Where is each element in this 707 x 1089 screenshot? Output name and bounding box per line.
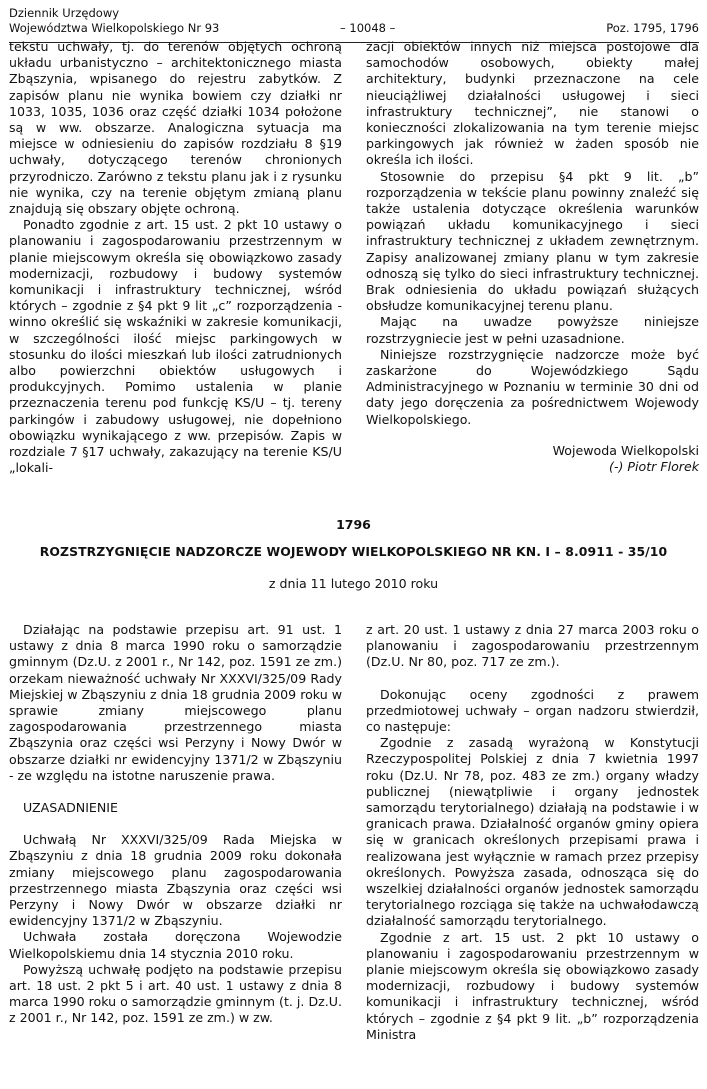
paragraph: Powyższą uchwałę podjęto na podstawie przepisu art. 18 ust. 2 pkt 5 i art. 40 ust. 1 ustawy z dnia 8 marca 1990 roku o samorządzie gminnym (t. j. Dz.U. z 2001 r., Nr 142, poz. 1591 ze zm.) w zw. <box>9 961 342 1026</box>
page-header <box>9 4 699 43</box>
paragraph: Stosownie do przepisu §4 pkt 9 lit. „b” rozporządzenia w tekście planu powinny znaleźć się także ustalenia dotyczące określenia warunków powiązań układu komunikacyjnego i sieci infrastruktury technicznej z układem zewnętrznym. Zapisy analizowanej zmiany planu w tym zakresie odnoszą się tylko do sieci infrastruktury technicznej. Brak odniesienia do układu powiązań służących obsłudze komunikacyjnej terenu planu. <box>366 168 699 314</box>
journal-issue: Województwa Wielkopolskiego Nr 93 <box>9 21 220 35</box>
paragraph: Niniejsze rozstrzygnięcie nadzorcze może być zaskarżone do Wojewódzkiego Sądu Administracyjnego w Poznaniu w terminie 30 dni od daty jego doręczenia za pośrednictwem Wojewody Wielkopolskiego. <box>366 346 699 427</box>
document-title: ROZSTRZYGNIĘCIE NADZORCZE WOJEWODY WIELKOPOLSKIEGO NR KN. I – 8.0911 - 35/10 <box>39 544 668 559</box>
item-number: 1796 <box>336 517 371 532</box>
document-date: z dnia 11 lutego 2010 roku <box>268 576 439 591</box>
page-number: – 10048 – <box>340 21 396 35</box>
paragraph: Ponadto zgodnie z art. 15 ust. 2 pkt 10 ustawy o planowaniu i zagospodarowaniu przestrzennym w planie miejscowym określa się obowiązkowo zasady modernizacji, rozbudowy i budowy systemów komunikacji i infrastruktury technicznej, wśród których – zgodnie z §4 pkt 9 lit „c” rozporządzenia - winno określić się wskaźniki w zakresie komunikacji, w szczególności ilość miejsc parkingowych w stosunku do ilości mieszkań lub ilości zatrudnionych albo powierzchni obiektów usługowych i produkcyjnych. Pomimo ustalenia w planie przeznaczenia terenu pod funkcję KS/U – tj. tereny parkingów i zabudowy usługowej, nie dopełniono obowiązku wynikającego z ww. przepisów. Zapis w rozdziale 7 §17 uchwały, zakazujący na terenie KS/U „lokali- <box>9 217 342 476</box>
paragraph: Uchwała została doręczona Wojewodzie Wielkopolskiemu dnia 14 stycznia 2010 roku. <box>9 929 342 961</box>
section-heading: UZASADNIENIE <box>23 800 118 816</box>
top-left-column <box>9 39 342 476</box>
paragraph: Działając na podstawie przepisu art. 91 ust. 1 ustawy z dnia 8 marca 1990 roku o samorządzie gminnym (Dz.U. z 2001 r., Nr 142, poz. 1591 ze zm.) orzekam nieważność uchwały Nr XXXVI/325/09 Rady Miejskiej w Zbąszyniu z dnia 18 grudnia 2009 roku w sprawie zmiany miejscowego planu zagospodarowania przestrzennego miasta Zbąszynia oraz części wsi Perzyny i Nowy Dwór w obszarze działki nr ewidencyjny 1371/2 w Zbąszyniu - ze względu na istotne naruszenie prawa. <box>9 622 342 783</box>
bottom-left-column <box>9 622 342 1027</box>
paragraph: Mając na uwadze powyższe niniejsze rozstrzygniecie jest w pełni uzasadnione. <box>366 314 699 346</box>
paragraph: Uchwałą Nr XXXVI/325/09 Rada Miejska w Zbąszyniu z dnia 18 grudnia 2009 roku dokonała zmiany miejscowego planu zagospodarowania przestrzennego miasta Zbąszynia oraz części wsi Perzyny i Nowy Dwór w obszarze działki nr ewidencyjny 1371/2 w Zbąszyniu. <box>9 832 342 929</box>
journal-name: Dziennik Urzędowy <box>9 6 120 20</box>
paragraph: zacji obiektów innych niż miejsca postojowe dla samochodów osobowych, obiekty małej architektury, budynki przeznaczone na cele nieuciążliwej działalności usługowej i sieci infrastruktury technicznej”, nie stanowi o konieczności zlokalizowania na tym terenie miejsc parkingowych jak również w żaden sposób nie określa ich ilości. <box>366 39 699 168</box>
top-right-column <box>366 39 699 475</box>
paragraph: tekstu uchwały, tj. do terenów objętych ochroną układu urbanistyczno – architektonicznego miasta Zbąszynia, wpisanego do rejestru zabytków. Z zapisów planu nie wynika bowiem czy działki nr 1033, 1035, 1036 oraz część działki 1034 położone są w ww. obszarze. Analogiczna sytuacja ma miejsce w odniesieniu do zapisów rozdziału 8 §19 uchwały, dotyczącego terenów chronionych przyrodniczo. Zarówno z tekstu planu jak i z rysunku nie wynika, czy na terenie objętym zmianą planu znajdują się obszary objęte ochroną. <box>9 39 342 217</box>
paragraph: z art. 20 ust. 1 ustawy z dnia 27 marca 2003 roku o planowaniu i zagospodarowaniu przestrzennym (Dz.U. Nr 80, poz. 717 ze zm.). <box>366 622 699 670</box>
paragraph: Zgodnie z art. 15 ust. 2 pkt 10 ustawy o planowaniu i zagospodarowaniu przestrzennym w planie miejscowym określa się obowiązkowo zasady modernizacji, rozbudowy i budowy systemów komunikacji i infrastruktury technicznej, wśród których – zgodnie z §4 pkt 9 lit. „b” rozporządzenia Ministra <box>366 929 699 1042</box>
paragraph: Dokonując oceny zgodności z prawem przedmiotowej uchwały – organ nadzoru stwierdził, co następuje: <box>366 686 699 735</box>
signature-title: Wojewoda Wielkopolski <box>552 442 699 458</box>
bottom-right-column <box>366 622 699 1043</box>
signature-name: (-) Piotr Florek <box>609 459 699 475</box>
paragraph: Zgodnie z zasadą wyrażoną w Konstytucji Rzeczypospolitej Polskiej z dnia 7 kwietnia 1997 roku (Dz.U. Nr 78, poz. 483 ze zm.) organy władzy publicznej (niewątpliwie i organy jednostek samorządu terytorialnego) działają na podstawie i w granicach prawa. Działalność organów gminy opiera się w granicach określonych przepisami prawa i realizowana jest wyłącznie w ramach przez przepisy określonych. Powyższa zasada, odnosząca się do wszelkiej działalności organów jednostek samorządu terytorialnego rozciąga się także na uchwałodawczą działalność samorządu terytorialnego. <box>366 735 699 929</box>
position-number: Poz. 1795, 1796 <box>606 21 699 35</box>
